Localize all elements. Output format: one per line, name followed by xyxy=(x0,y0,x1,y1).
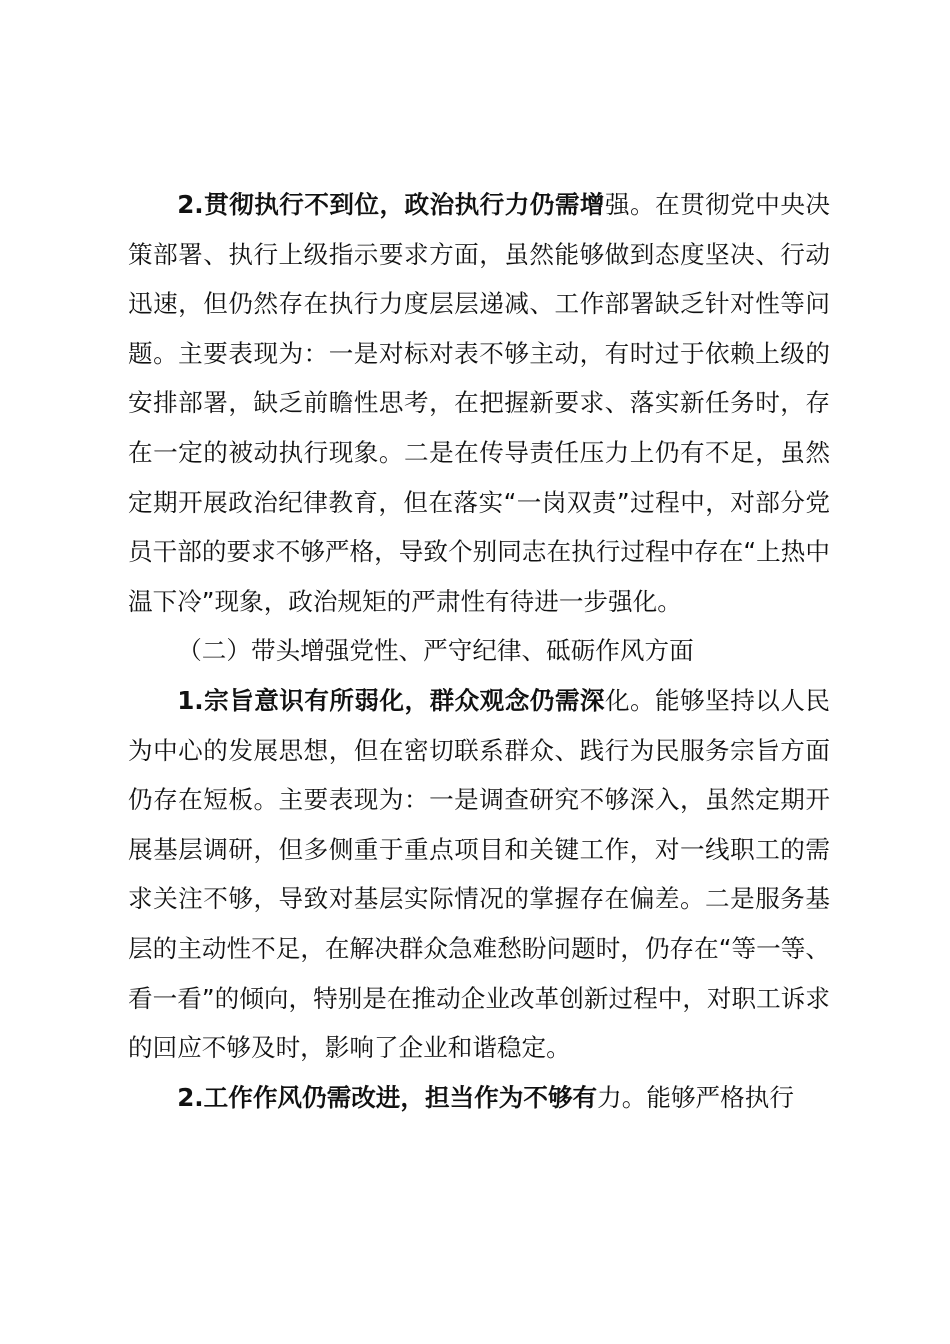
paragraph-body: 力。能够严格执行 xyxy=(597,1082,794,1112)
paragraph-purpose-awareness xyxy=(128,676,830,1073)
paragraph-work-style xyxy=(128,1073,830,1123)
section-heading: （二）带头增强党性、严守纪律、砥砺作风方面 xyxy=(177,636,694,666)
document-page xyxy=(128,180,830,1122)
paragraph-body: 化。能够坚持以人民为中心的发展思想，但在密切联系群众、践行为民服务宗旨方面仍存在短板。主要表现为：一是调查研究不够深入，虽然定期开展基层调研，但多侧重于重点项目和关键工作，对一线职工的需求关注不够，导致对基层实际情况的掌握存在偏差。二是服务基层的主动性不足，在解决群众急难愁盼问题时，仍存在“等一等、看一看”的倾向，特别是在推动企业改革创新过程中，对职工诉求的回应不够及时，影响了企业和谐稳定。 xyxy=(128,685,830,1063)
paragraph-body: 强。在贯彻党中央决策部署、执行上级指示要求方面，虽然能够做到态度坚决、行动迅速，但仍然存在执行力度层层递减、工作部署缺乏针对性等问题。主要表现为：一是对标对表不够主动，有时过于依赖上级的安排部署，缺乏前瞻性思考，在把握新要求、落实新任务时，存在一定的被动执行现象。二是在传导责任压力上仍有不足，虽然定期开展政治纪律教育，但在落实“一岗双责”过程中，对部分党员干部的要求不够严格，导致个别同志在执行过程中存在“上热中温下冷”现象，政治规矩的严肃性有待进一步强化。 xyxy=(128,190,830,616)
paragraph-political-execution xyxy=(128,180,830,626)
paragraph-lead: 1.宗旨意识有所弱化，群众观念仍需深 xyxy=(177,685,605,715)
paragraph-lead: 2.工作作风仍需改进，担当作为不够有 xyxy=(177,1082,598,1112)
paragraph-lead: 2.贯彻执行不到位，政治执行力仍需增 xyxy=(177,190,605,219)
